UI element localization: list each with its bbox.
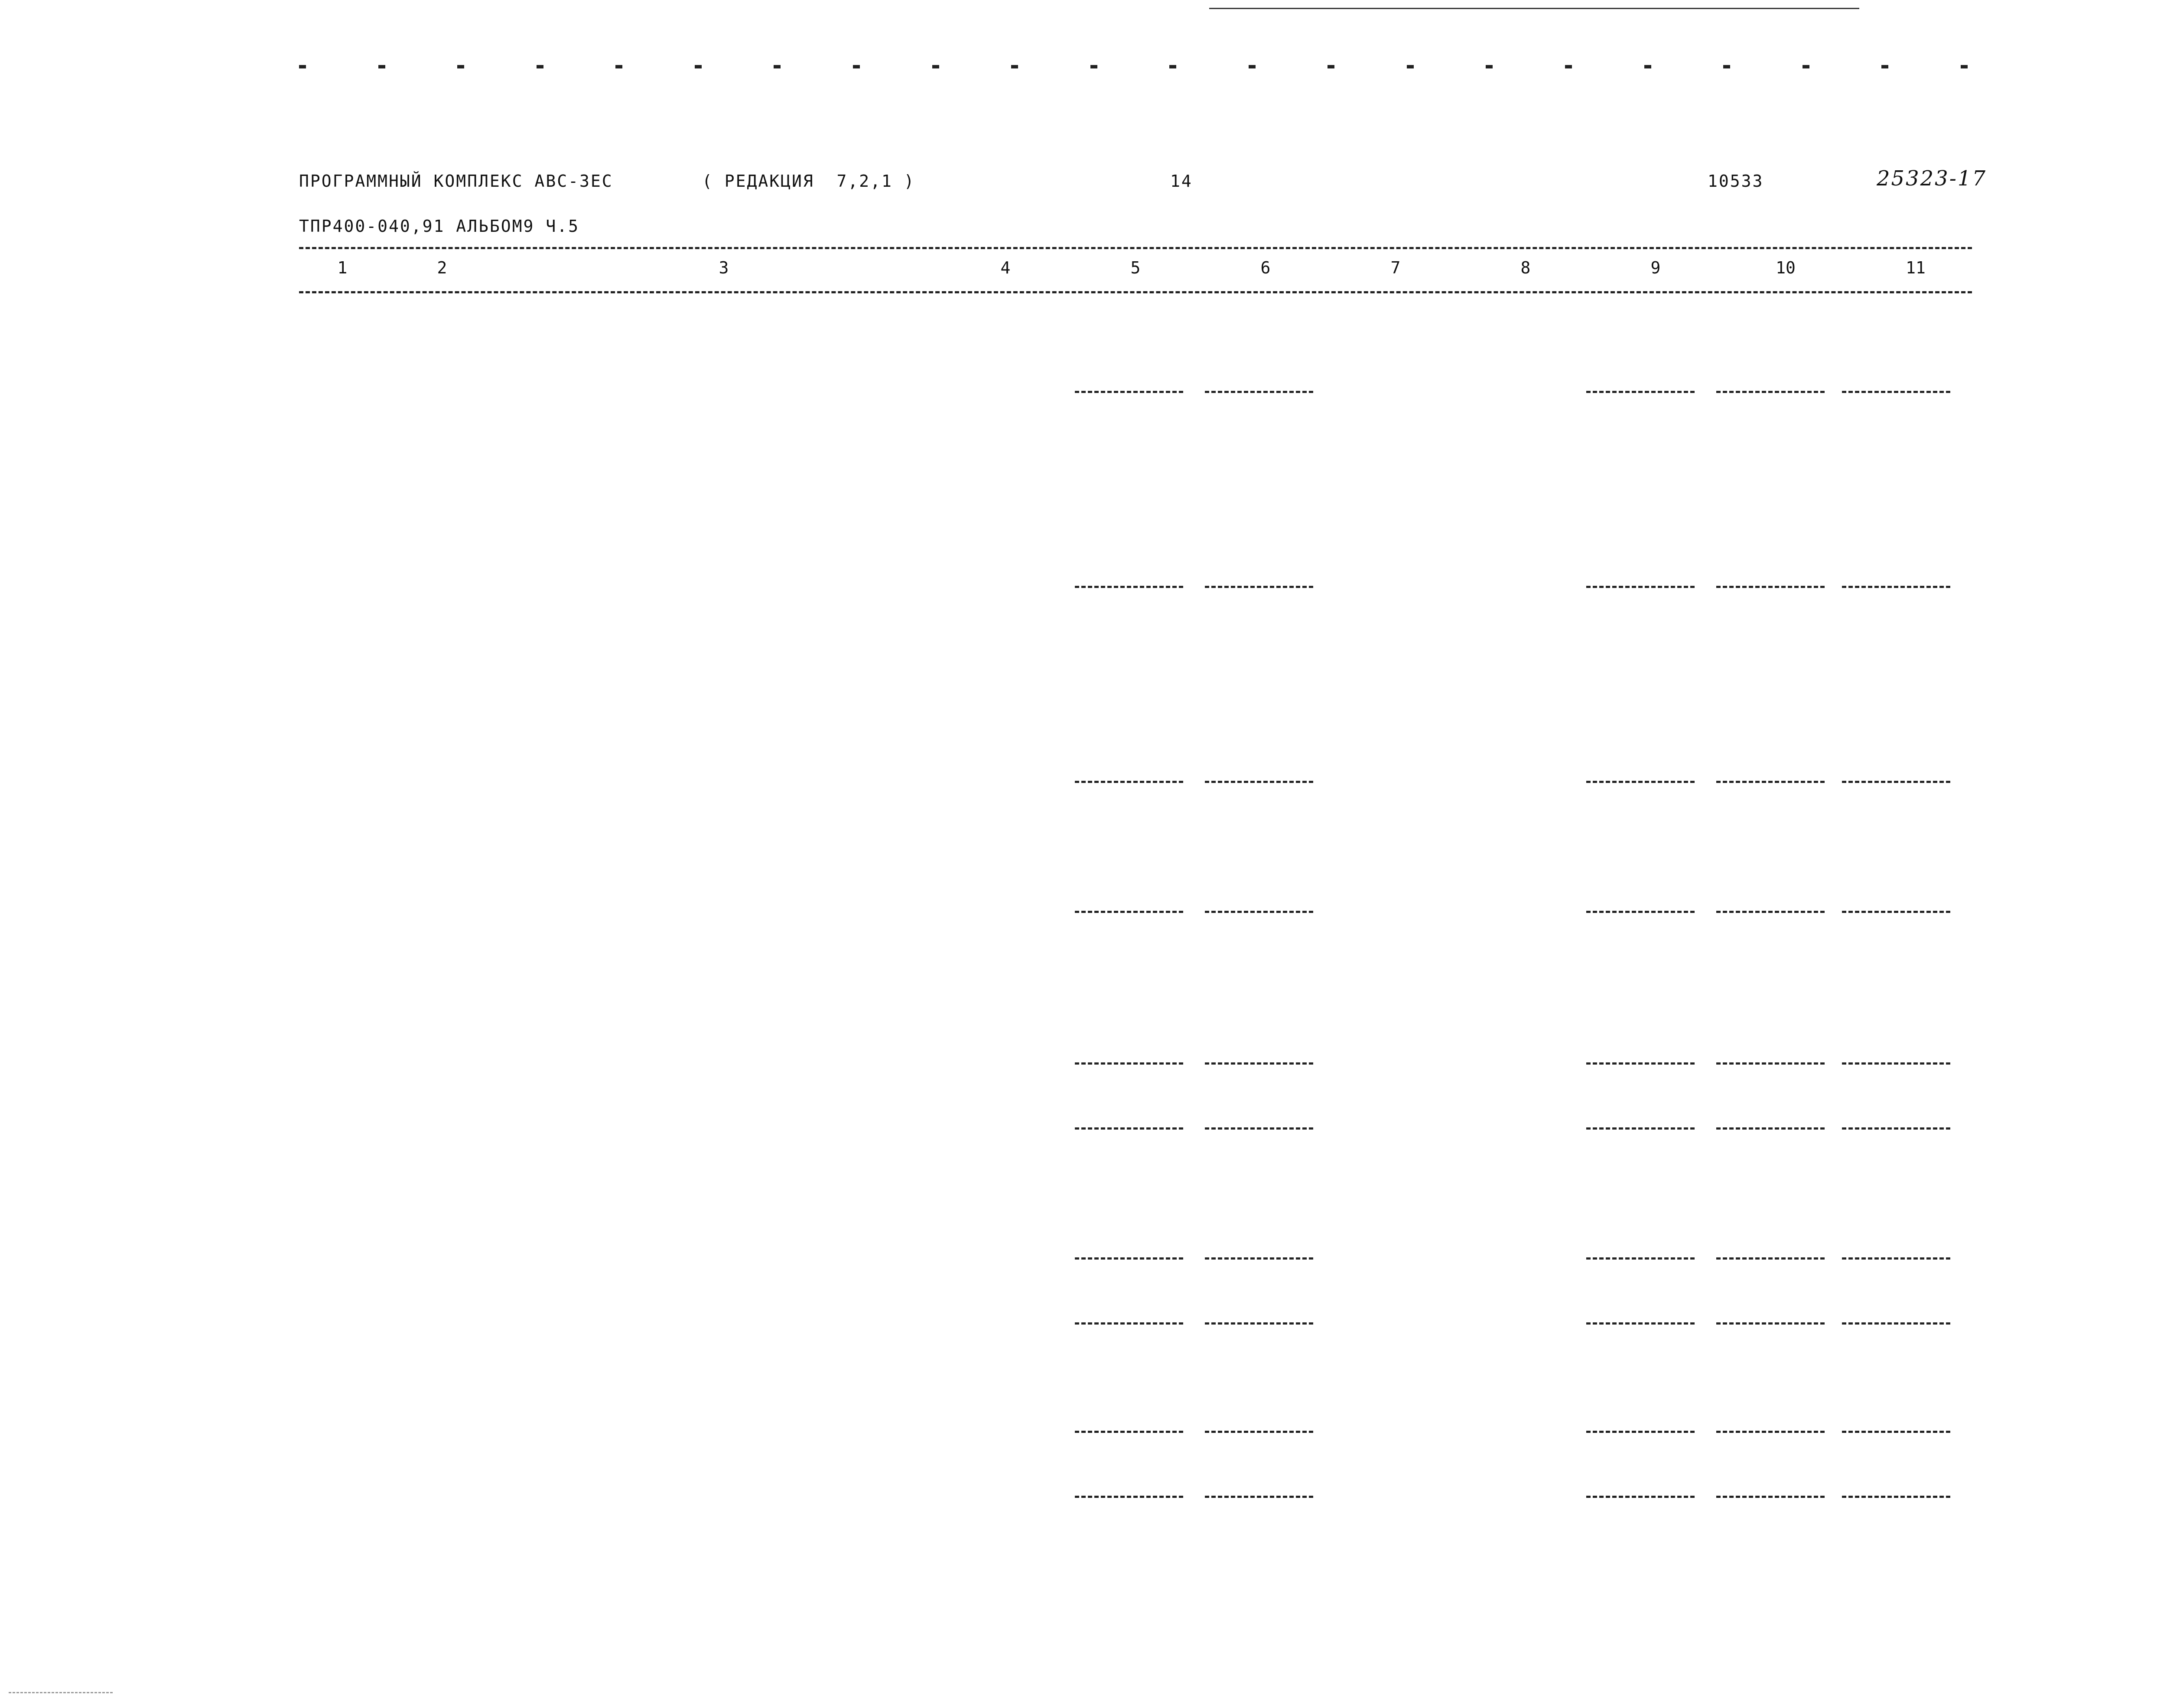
perforation-dash	[932, 65, 939, 68]
perforation-dash	[1249, 65, 1256, 68]
perforation-dash	[299, 65, 306, 68]
value-separator	[1842, 1496, 1950, 1498]
program-name: ПРОГРАММНЫЙ КОМПЛЕКС АВС-3ЕС	[299, 172, 613, 191]
value-separator	[1586, 1322, 1695, 1325]
value-separator	[1586, 1257, 1695, 1260]
page-number: 14	[1170, 172, 1193, 191]
value-separator	[1205, 1127, 1313, 1130]
table-top-rule	[299, 247, 1972, 249]
value-separator	[1075, 1062, 1183, 1065]
table-header-rule	[299, 291, 1972, 293]
value-separator	[1842, 911, 1950, 913]
value-separator	[1075, 391, 1183, 393]
value-separator	[1205, 1496, 1313, 1498]
perforation-dash	[1881, 65, 1888, 68]
value-separator	[1842, 1127, 1950, 1130]
perforation-dash	[1011, 65, 1018, 68]
edition: ( РЕДАКЦИЯ 7,2,1 )	[702, 172, 915, 191]
album-title: ТПР400-040,91 АЛЬБОМ9 Ч.5	[299, 217, 579, 236]
value-separator	[1205, 1431, 1313, 1433]
value-separator	[1716, 781, 1825, 783]
value-separator	[1716, 586, 1825, 588]
value-separator	[1075, 1496, 1183, 1498]
value-separator	[1205, 1322, 1313, 1325]
value-separator	[1842, 1322, 1950, 1325]
value-separator	[1205, 1257, 1313, 1260]
value-separator	[1586, 1431, 1695, 1433]
perforation-dash	[1803, 65, 1809, 68]
column-header: 7	[1390, 258, 1401, 277]
column-header: 3	[719, 258, 729, 277]
perforation-dash	[1407, 65, 1414, 68]
value-separator	[1075, 911, 1183, 913]
value-separator	[1205, 586, 1313, 588]
perforation-dash	[853, 65, 860, 68]
value-separator	[1716, 1322, 1825, 1325]
top-rule	[1209, 8, 1859, 9]
perforation-dash	[1565, 65, 1572, 68]
value-separator	[1842, 586, 1950, 588]
value-separator	[1205, 911, 1313, 913]
value-separator	[1842, 1062, 1950, 1065]
value-separator	[1075, 1127, 1183, 1130]
value-separator	[1205, 391, 1313, 393]
value-separator	[1075, 586, 1183, 588]
value-separator	[1075, 781, 1183, 783]
value-separator	[1716, 1062, 1825, 1065]
page-header	[299, 166, 1987, 198]
column-header: 2	[437, 258, 447, 277]
perforation-dash	[1486, 65, 1493, 68]
value-separator	[1586, 911, 1695, 913]
column-header: 10	[1776, 258, 1796, 277]
handwritten-stamp: 25323-17	[1877, 166, 1987, 191]
perforation-dash	[774, 65, 781, 68]
value-separator	[1842, 1257, 1950, 1260]
column-header-row	[299, 258, 1972, 280]
value-separator	[1842, 391, 1950, 393]
perforation-dash	[1090, 65, 1097, 68]
value-separator	[1205, 781, 1313, 783]
value-separator	[1716, 1127, 1825, 1130]
perforation-dash	[1723, 65, 1730, 68]
perforation-dash	[1644, 65, 1651, 68]
value-separator	[1842, 781, 1950, 783]
document-code: 10533	[1708, 172, 1764, 191]
value-separator	[1205, 1062, 1313, 1065]
footer-mark	[9, 1692, 113, 1693]
value-separator	[1716, 391, 1825, 393]
value-separator	[1716, 1431, 1825, 1433]
perforation-dash	[1961, 65, 1968, 68]
perforation-marks	[299, 65, 1968, 68]
value-separator	[1716, 1496, 1825, 1498]
value-separator	[1842, 1431, 1950, 1433]
column-header: 9	[1650, 258, 1661, 277]
perforation-dash	[457, 65, 464, 68]
value-separator	[1586, 781, 1695, 783]
value-separator	[1586, 391, 1695, 393]
value-separator	[1716, 1257, 1825, 1260]
column-header: 11	[1906, 258, 1926, 277]
column-header: 5	[1130, 258, 1141, 277]
value-separator	[1075, 1431, 1183, 1433]
perforation-dash	[1328, 65, 1334, 68]
value-separator	[1075, 1257, 1183, 1260]
value-separator	[1716, 911, 1825, 913]
column-header: 1	[337, 258, 348, 277]
perforation-dash	[537, 65, 543, 68]
perforation-dash	[378, 65, 385, 68]
perforation-dash	[1169, 65, 1176, 68]
value-separator	[1586, 586, 1695, 588]
value-separator	[1586, 1062, 1695, 1065]
column-header: 6	[1260, 258, 1271, 277]
value-separator	[1586, 1496, 1695, 1498]
column-header: 4	[1000, 258, 1011, 277]
value-separator	[1075, 1322, 1183, 1325]
perforation-dash	[695, 65, 702, 68]
column-header: 8	[1520, 258, 1531, 277]
perforation-dash	[615, 65, 622, 68]
value-separator	[1586, 1127, 1695, 1130]
